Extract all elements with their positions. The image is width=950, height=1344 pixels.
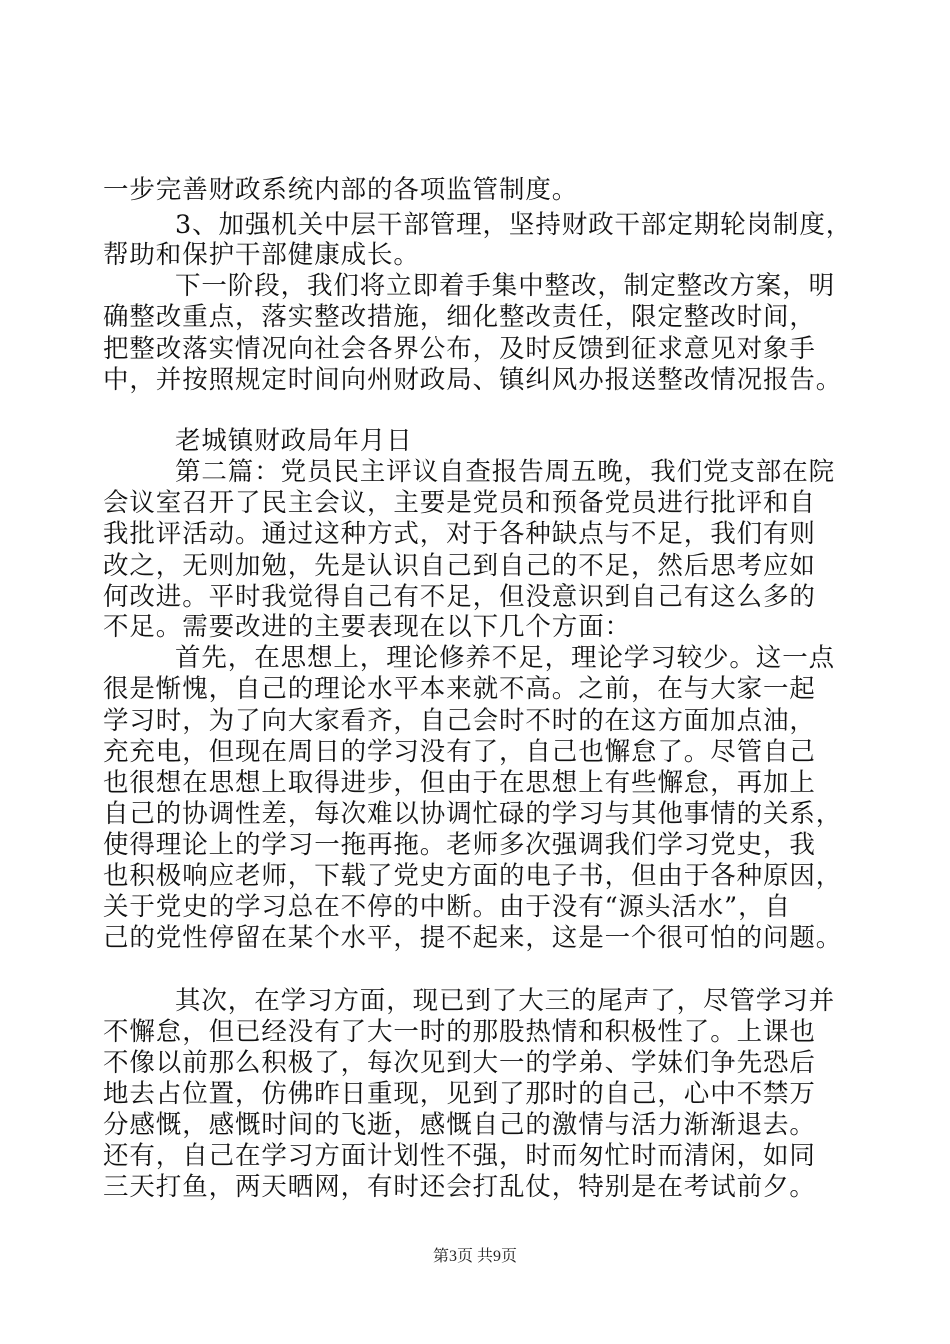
- text-line: 不像以前那么积极了，每次见到大一的学弟、学妹们争先恐后: [103, 1048, 816, 1078]
- text-line: 何改进。平时我觉得自己有不足，但没意识到自己有这么多的: [103, 582, 816, 612]
- text-line: 地去占位置，仿佛昨日重现，见到了那时的自己，心中不禁万: [103, 1079, 816, 1109]
- text-line: 其次，在学习方面，现已到了大三的尾声了，尽管学习并: [175, 986, 836, 1016]
- text-line: 使得理论上的学习一拖再拖。老师多次强调我们学习党史，我: [103, 830, 816, 860]
- text-line: 会议室召开了民主会议，主要是党员和预备党员进行批评和自: [103, 488, 816, 518]
- text-line: 自己的协调性差，每次难以协调忙碌的学习与其他事情的关系，: [103, 799, 843, 829]
- text-line: 改之，无则加勉，先是认识自己到自己的不足，然后思考应如: [103, 551, 816, 581]
- text-line: 关于党史的学习总在不停的中断。由于没有“源头活水”，自: [103, 892, 791, 922]
- text-line: 不懈怠，但已经没有了大一时的那股热情和积极性了。上课也: [103, 1017, 816, 1047]
- page-number: 第3页 共9页: [432, 1248, 517, 1265]
- text-line: 帮助和保护干部健康成长。: [103, 240, 420, 270]
- text-line: 3、加强机关中层干部管理，坚持财政干部定期轮岗制度，: [175, 210, 853, 240]
- text-line: 三天打鱼，两天晒网，有时还会打乱仗，特别是在考试前夕。: [103, 1172, 816, 1202]
- text-line: 学习时，为了向大家看齐，自己会时不时的在这方面加点油，: [103, 706, 816, 736]
- text-line: 第二篇：党员民主评议自查报告周五晚，我们党支部在院: [175, 457, 836, 487]
- text-line: 下一阶段，我们将立即着手集中整改，制定整改方案，明: [175, 271, 836, 301]
- signature-line: 老城镇财政局年月日: [175, 426, 413, 456]
- text-line: 也积极响应老师，下载了党史方面的电子书，但由于各种原因，: [103, 861, 843, 891]
- text-line: 还有，自己在学习方面计划性不强，时而匆忙时而清闲，如同: [103, 1141, 816, 1171]
- text-line: 很是惭愧，自己的理论水平本来就不高。之前，在与大家一起: [103, 674, 816, 704]
- text-line: 首先，在思想上，理论修养不足，理论学习较少。这一点: [175, 643, 836, 673]
- text-line: 一步完善财政系统内部的各项监管制度。: [103, 175, 579, 205]
- text-line: 也很想在思想上取得进步，但由于在思想上有些懈怠，再加上: [103, 768, 816, 798]
- text-line: 充充电，但现在周日的学习没有了，自己也懈怠了。尽管自己: [103, 737, 816, 767]
- text-line: 把整改落实情况向社会各界公布，及时反馈到征求意见对象手: [103, 334, 816, 364]
- text-line: 己的党性停留在某个水平，提不起来，这是一个很可怕的问题。: [103, 923, 843, 953]
- text-line: 中，并按照规定时间向州财政局、镇纠风办报送整改情况报告。: [103, 365, 843, 395]
- text-line: 我批评活动。通过这种方式，对于各种缺点与不足，我们有则: [103, 519, 816, 549]
- text-line: 分感慨，感慨时间的飞逝，感慨自己的激情与活力渐渐退去。: [103, 1110, 816, 1140]
- text-line: 确整改重点，落实整改措施，细化整改责任，限定整改时间，: [103, 302, 816, 332]
- text-line: 不足。需要改进的主要表现在以下几个方面：: [103, 612, 632, 642]
